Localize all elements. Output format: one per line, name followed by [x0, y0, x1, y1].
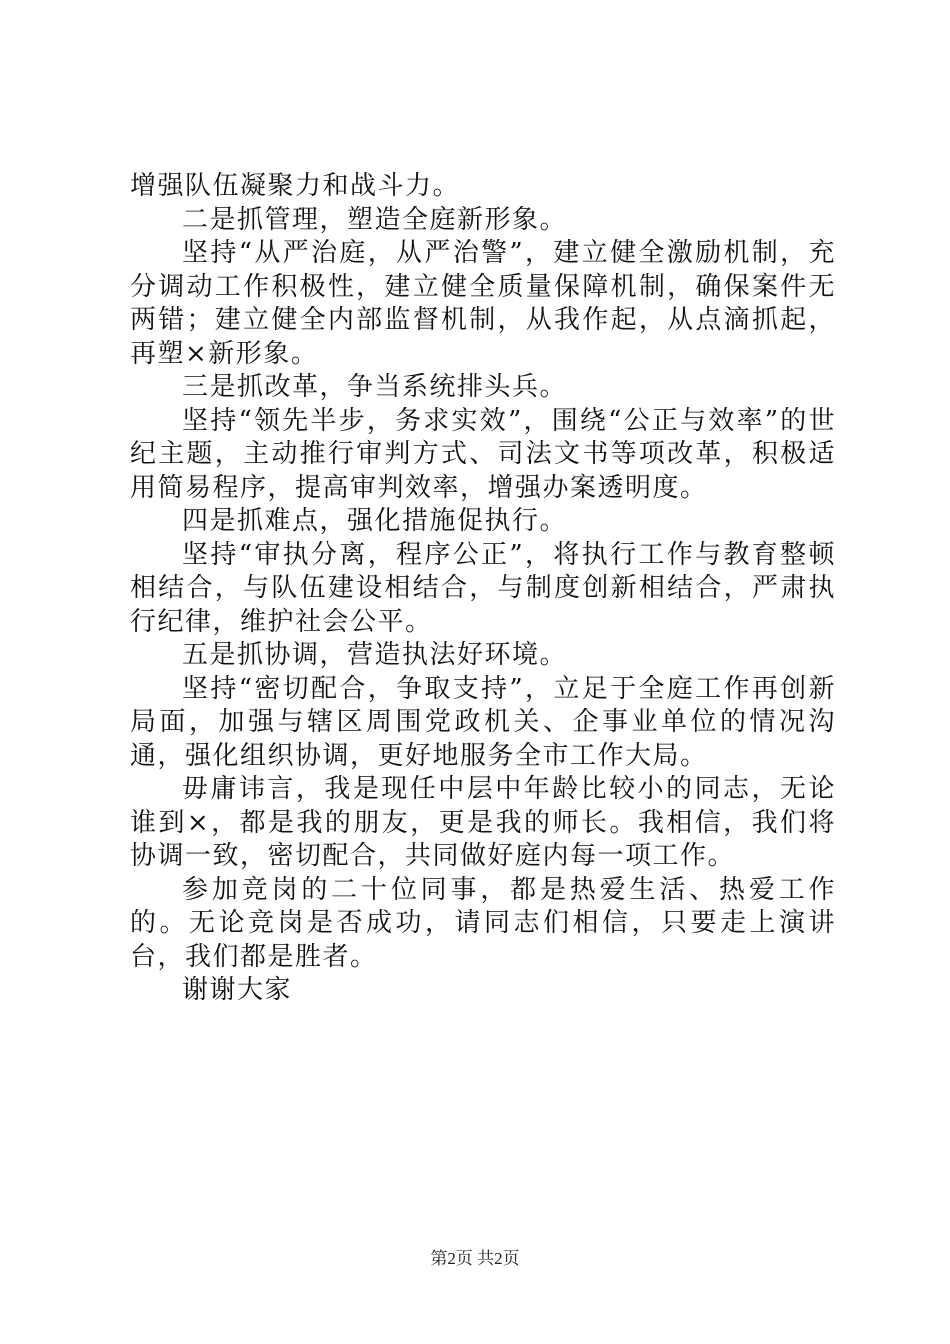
- paragraph-12: 谢谢大家: [182, 975, 293, 1005]
- paragraph-3: 坚持“从严治庭，从严治警”，建立健全激励机制，充分调动工作积极性，建立健全质量保障机制，确保案件无两错；建立健全内部监督机制，从我作起，从点滴抓起，再塑×新形象。: [130, 238, 836, 369]
- paragraph-7: 坚持“审执分离，程序公正”，将执行工作与教育整顿相结合，与队伍建设相结合，与制度创新相结合，严肃执行纪律，维护社会公平。: [130, 539, 836, 637]
- paragraph-2: 二是抓管理，塑造全庭新形象。: [182, 204, 568, 235]
- page-footer: 第2页 共2页: [430, 1249, 520, 1268]
- paragraph-10: 毋庸讳言，我是现任中层中年龄比较小的同志，无论谁到×，都是我的朋友，更是我的师长。我相信，我们将协调一致，密切配合，共同做好庭内每一项工作。: [130, 774, 836, 871]
- paragraph-1: 增强队伍凝聚力和战斗力。: [130, 171, 461, 201]
- paragraph-4: 三是抓改革，争当系统排头兵。: [182, 372, 568, 402]
- paragraph-5: 坚持“领先半步，务求实效”，围绕“公正与效率”的世纪主题，主动推行审判方式、司法文书等项改革，积极适用简易程序，提高审判效率，增强办案透明度。: [130, 405, 836, 503]
- paragraph-8: 五是抓协调，营造执法好环境。: [182, 640, 568, 670]
- paragraph-11: 参加竞岗的二十位同事，都是热爱生活、热爱工作的。无论竞岗是否成功，请同志们相信，只要走上演讲台，我们都是胜者。: [130, 874, 836, 972]
- document-body: [130, 170, 836, 1008]
- paragraph-9: 坚持“密切配合，争取支持”，立足于全庭工作再创新局面，加强与辖区周围党政机关、企事业单位的情况沟通，强化组织协调，更好地服务全市工作大局。: [130, 673, 836, 771]
- paragraph-6: 四是抓难点，强化措施促执行。: [182, 506, 568, 536]
